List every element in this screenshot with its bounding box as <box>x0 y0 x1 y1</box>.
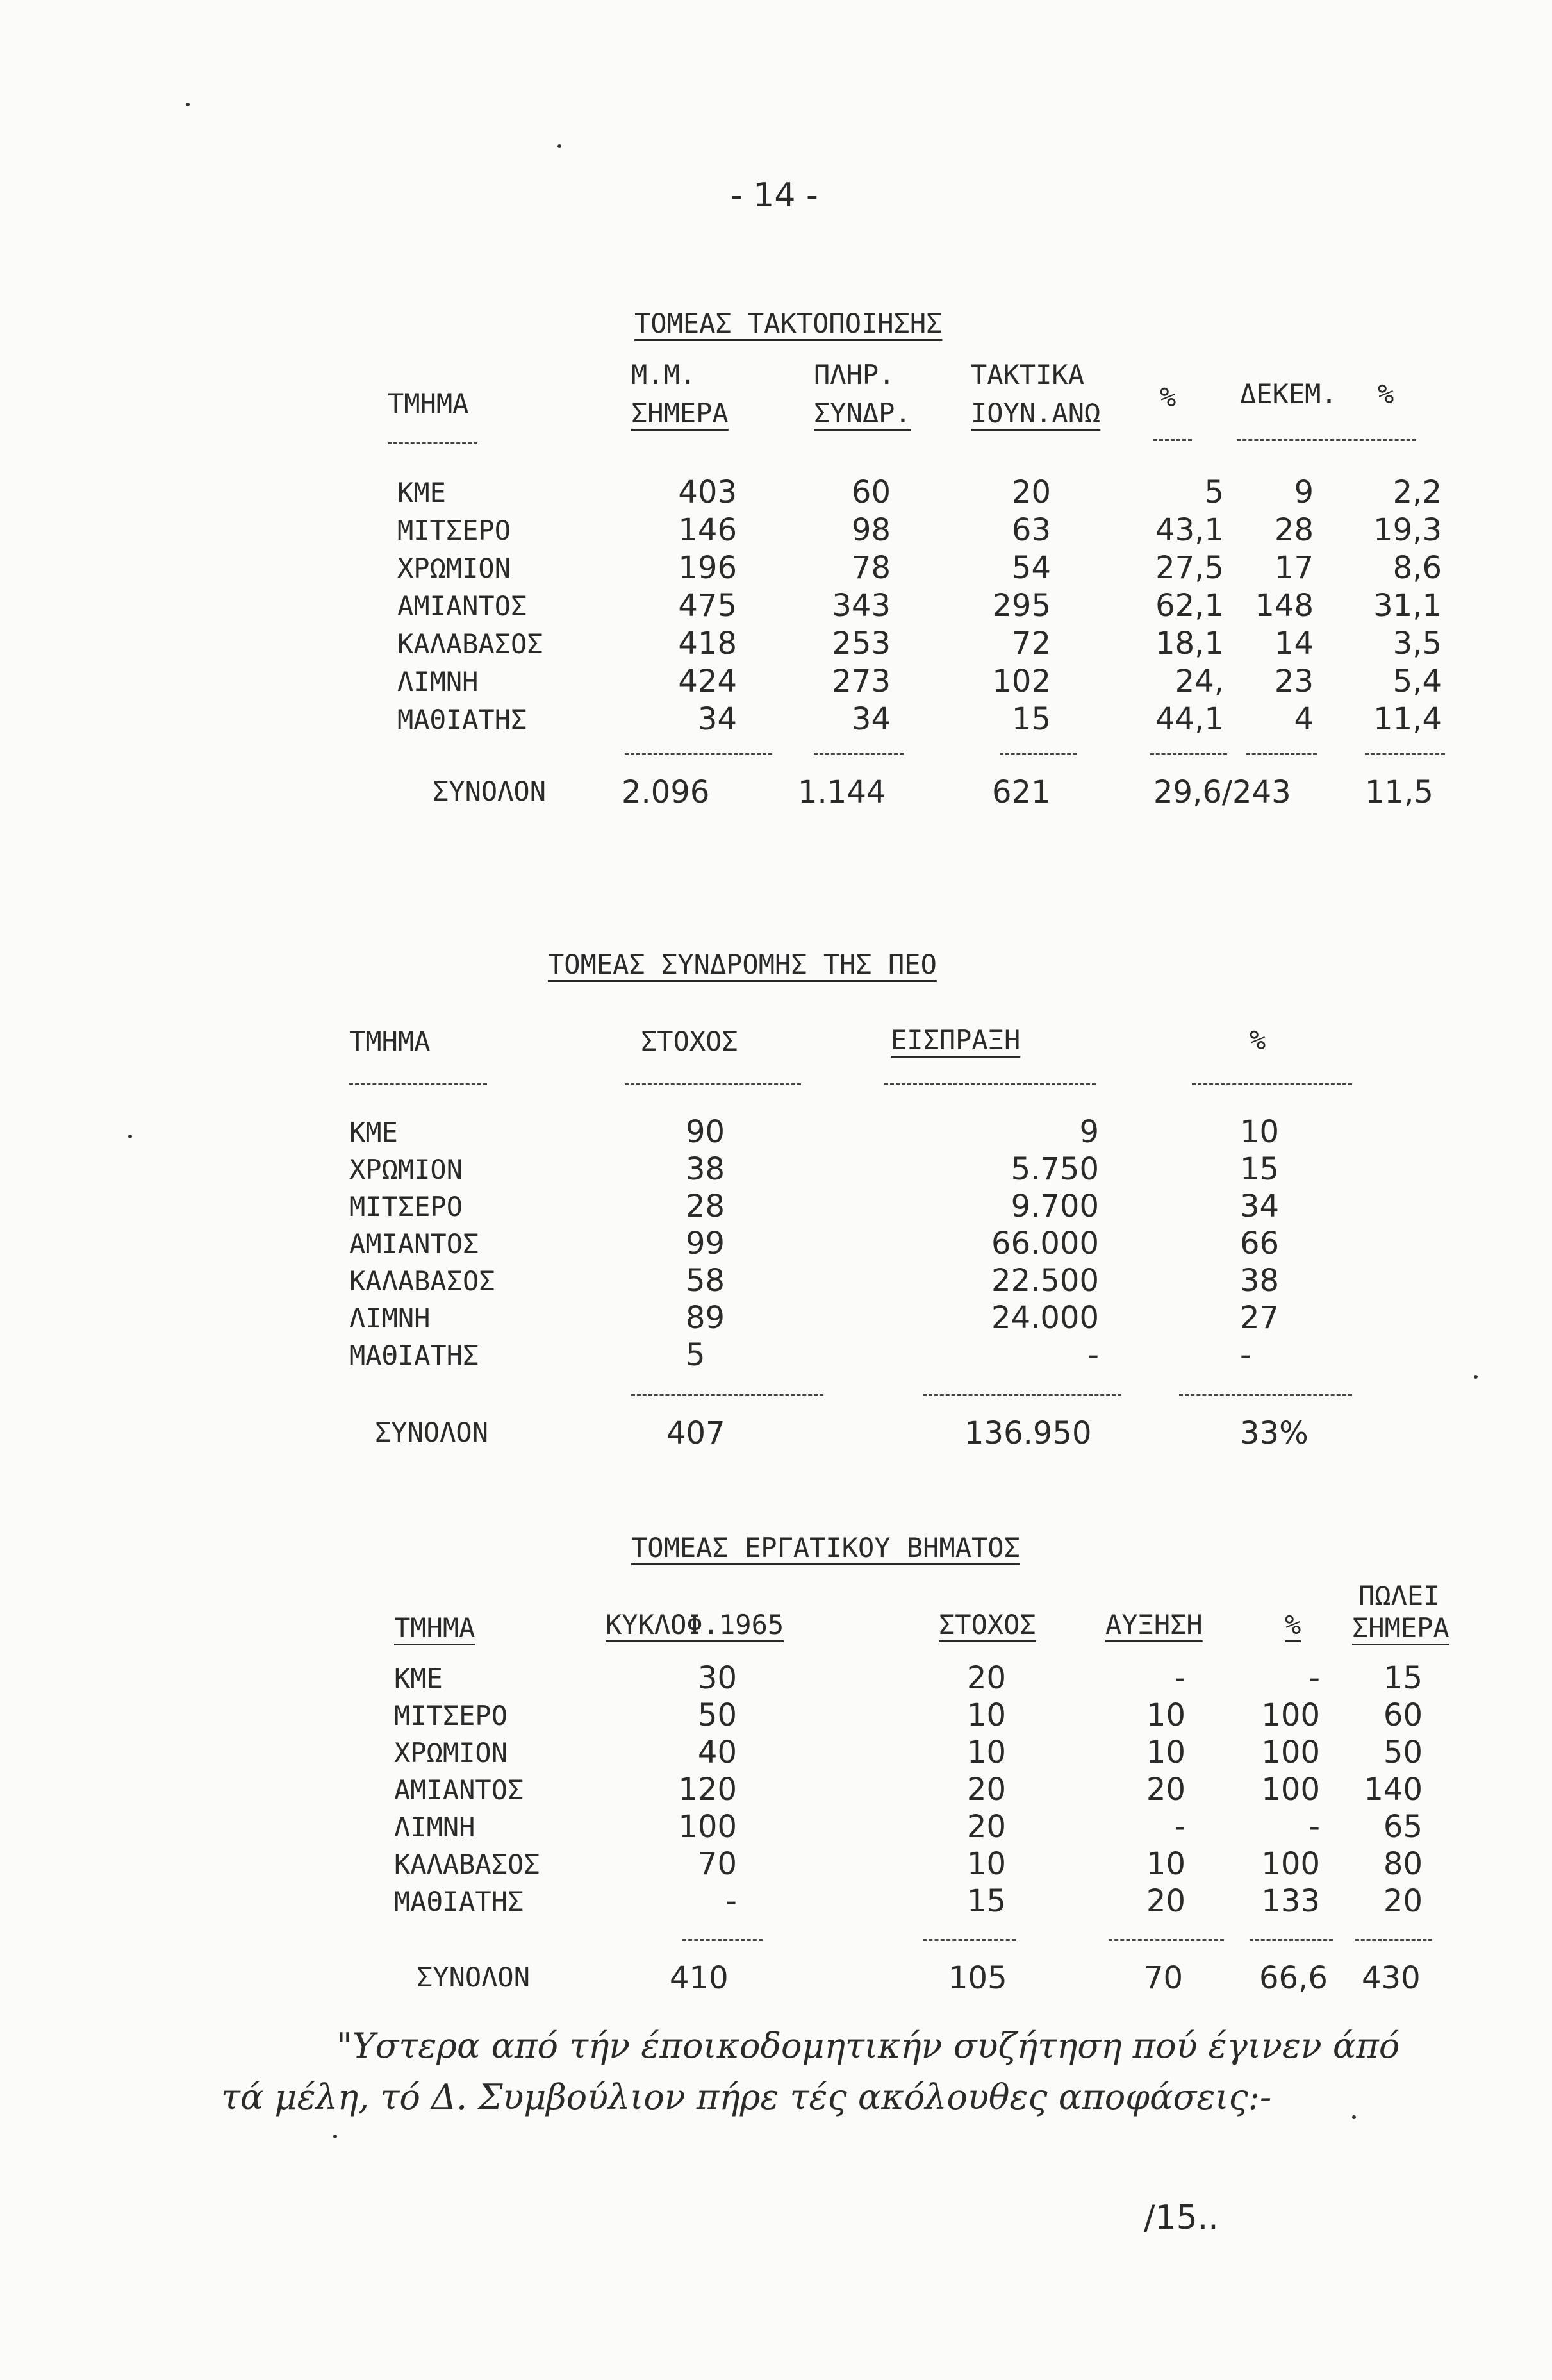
row-kykl: 30 <box>697 1660 737 1696</box>
row-mm: 424 <box>678 663 737 699</box>
total-label: ΣΥΝΟΛΟΝ <box>433 776 547 807</box>
row-takt: 102 <box>992 663 1051 699</box>
row-takt: 15 <box>1011 701 1051 737</box>
row-polei: 60 <box>1383 1697 1423 1733</box>
header-pct1: % <box>1160 381 1176 413</box>
row-plir: 273 <box>832 663 891 699</box>
row-mm: 475 <box>678 588 737 624</box>
row-pct: 18,1 <box>1155 626 1224 662</box>
total-pct: 66,6 <box>1259 1960 1328 1996</box>
row-polei: 80 <box>1383 1846 1423 1882</box>
row-kykl: 40 <box>697 1735 737 1770</box>
row-stoxos: 15 <box>966 1883 1006 1919</box>
row-pct: 66 <box>1240 1226 1280 1261</box>
header-tmima: ΤΜΗΜΑ <box>388 388 469 419</box>
row-pct: 43,1 <box>1155 512 1224 548</box>
header-takt-1: ΤΑΚΤΙΚΑ <box>971 359 1085 390</box>
row-mm: 34 <box>697 701 737 737</box>
row-dekem: 17 <box>1274 550 1314 586</box>
row-dekem: 148 <box>1255 588 1314 624</box>
row-plir: 98 <box>851 512 891 548</box>
row-plir: 78 <box>851 550 891 586</box>
row-pct: 15 <box>1240 1151 1280 1187</box>
row-kykl: 50 <box>697 1697 737 1733</box>
header-kyklof: ΚΥΚΛΟΦ.1965 <box>606 1609 784 1640</box>
header-eispraxi: ΕΙΣΠΡΑΞΗ <box>891 1024 1021 1056</box>
next-page-marker: /15.. <box>1144 2199 1219 2237</box>
row-takt: 54 <box>1011 550 1051 586</box>
header-plir-1: ΠΛΗΡ. <box>814 359 895 390</box>
row-pct2: 5,4 <box>1392 663 1442 699</box>
table-title: ΤΟΜΕΑΣ ΕΡΓΑΤΙΚΟΥ ΒΗΜΑΤΟΣ <box>631 1532 1020 1563</box>
row-mm: 146 <box>678 512 737 548</box>
row-eispraxi: 9.700 <box>1011 1188 1099 1224</box>
row-polei: 15 <box>1383 1660 1423 1696</box>
row-plir: 60 <box>851 474 891 510</box>
row-afxisi: 10 <box>1146 1735 1185 1770</box>
row-kykl: 120 <box>678 1772 737 1808</box>
row-takt: 63 <box>1011 512 1051 548</box>
total-takt: 621 <box>992 774 1051 810</box>
header-pct: % <box>1285 1609 1301 1640</box>
row-stoxos: 99 <box>686 1226 725 1261</box>
row-name: ΧΡΩΜΙΟΝ <box>394 1737 508 1768</box>
row-pct2: 8,6 <box>1392 550 1442 586</box>
total-plir: 1.144 <box>798 774 886 810</box>
row-mm: 403 <box>678 474 737 510</box>
row-eispraxi: 66.000 <box>991 1226 1099 1261</box>
row-pct: 10 <box>1240 1114 1280 1150</box>
row-name: ΚΑΛΑΒΑΣΟΣ <box>394 1849 540 1880</box>
total-stoxos: 105 <box>948 1960 1007 1996</box>
row-name: ΚΑΛΑΒΑΣΟΣ <box>349 1265 495 1297</box>
header-mm-2: ΣΗΜΕΡΑ <box>631 397 729 429</box>
row-pct2: 19,3 <box>1373 512 1442 548</box>
row-name: ΛΙΜΝΗ <box>394 1811 475 1843</box>
row-pct: 100 <box>1261 1697 1320 1733</box>
page-number: - 14 - <box>731 176 818 215</box>
row-mm: 418 <box>678 626 737 662</box>
row-pct: - <box>1308 1660 1320 1696</box>
row-afxisi: 20 <box>1146 1772 1185 1808</box>
row-pct: - <box>1308 1809 1320 1845</box>
row-name: ΚΜΕ <box>349 1117 398 1148</box>
row-name: ΑΜΙΑΝΤΟΣ <box>394 1774 524 1806</box>
row-name: ΜΙΤΣΕΡΟ <box>349 1191 463 1222</box>
row-stoxos: 20 <box>966 1809 1006 1845</box>
header-pct: % <box>1250 1024 1266 1056</box>
row-name: ΧΡΩΜΙΟΝ <box>397 553 511 584</box>
row-pct2: 31,1 <box>1373 588 1442 624</box>
row-afxisi: 20 <box>1146 1883 1185 1919</box>
total-mm: 2.096 <box>622 774 710 810</box>
row-kykl: - <box>725 1883 737 1919</box>
row-plir: 343 <box>832 588 891 624</box>
header-tmima: ΤΜΗΜΑ <box>394 1612 475 1644</box>
row-eispraxi: 24.000 <box>991 1300 1099 1336</box>
row-name: ΛΙΜΝΗ <box>397 666 479 697</box>
header-tmima: ΤΜΗΜΑ <box>349 1026 431 1057</box>
row-pct2: 11,4 <box>1373 701 1442 737</box>
row-stoxos: 20 <box>966 1772 1006 1808</box>
row-polei: 65 <box>1383 1809 1423 1845</box>
total-pct2: 11,5 <box>1365 774 1433 810</box>
row-takt: 72 <box>1011 626 1051 662</box>
row-eispraxi: 22.500 <box>991 1263 1099 1299</box>
header-pct2: % <box>1378 378 1394 410</box>
total-afxisi: 70 <box>1144 1960 1184 1996</box>
row-pct: 62,1 <box>1155 588 1224 624</box>
header-takt-2: ΙΟΥΝ.ΑΝΩ <box>971 397 1101 429</box>
closing-line-1: "Υστερα από τήν έποικοδομητικήν συζήτηση πού έγινεν άπό <box>336 2026 1400 2066</box>
total-label: ΣΥΝΟΛΟΝ <box>375 1417 489 1448</box>
row-mm: 196 <box>678 550 737 586</box>
header-stoxos: ΣΤΟΧΟΣ <box>939 1609 1036 1640</box>
row-stoxos: 20 <box>966 1660 1006 1696</box>
header-stoxos: ΣΤΟΧΟΣ <box>641 1026 738 1057</box>
row-stoxos: 28 <box>686 1188 725 1224</box>
row-pct: 34 <box>1240 1188 1280 1224</box>
header-afxisi: ΑΥΞΗΣΗ <box>1105 1609 1203 1640</box>
table-title: ΤΟΜΕΑΣ ΣΥΝΔΡΟΜΗΣ ΤΗΣ ΠΕΟ <box>548 949 937 980</box>
row-stoxos: 38 <box>686 1151 725 1187</box>
row-afxisi: - <box>1174 1660 1185 1696</box>
row-stoxos: 58 <box>686 1263 725 1299</box>
row-name: ΚΑΛΑΒΑΣΟΣ <box>397 628 543 660</box>
row-polei: 140 <box>1364 1772 1423 1808</box>
row-pct2: 2,2 <box>1392 474 1442 510</box>
row-pct: 27,5 <box>1155 550 1224 586</box>
row-name: ΜΙΤΣΕΡΟ <box>397 515 511 546</box>
row-eispraxi: - <box>1087 1337 1099 1373</box>
row-polei: 50 <box>1383 1735 1423 1770</box>
row-name: ΜΙΤΣΕΡΟ <box>394 1700 508 1731</box>
row-dekem: 14 <box>1274 626 1314 662</box>
row-pct: 133 <box>1261 1883 1320 1919</box>
row-takt: 20 <box>1011 474 1051 510</box>
row-name: ΛΙΜΝΗ <box>349 1302 431 1334</box>
row-pct: 100 <box>1261 1735 1320 1770</box>
row-name: ΜΑΘΙΑΤΗΣ <box>394 1886 524 1917</box>
row-pct: 5 <box>1204 474 1224 510</box>
row-afxisi: 10 <box>1146 1697 1185 1733</box>
row-name: ΜΑΘΙΑΤΗΣ <box>397 704 527 735</box>
row-dekem: 4 <box>1294 701 1314 737</box>
row-stoxos: 10 <box>966 1735 1006 1770</box>
row-pct: 24, <box>1175 663 1224 699</box>
row-kykl: 70 <box>697 1846 737 1882</box>
row-stoxos: 90 <box>686 1114 725 1150</box>
row-name: ΚΜΕ <box>397 477 446 508</box>
row-dekem: 23 <box>1274 663 1314 699</box>
row-eispraxi: 9 <box>1079 1114 1099 1150</box>
closing-line-2: τά μέλη, τό Δ. Συμβούλιον πήρε τές ακόλουθες αποφάσεις:- <box>221 2077 1272 2117</box>
header-mm-1: Μ.Μ. <box>631 359 697 390</box>
row-dekem: 28 <box>1274 512 1314 548</box>
header-polei-2: ΣΗΜΕΡΑ <box>1352 1612 1449 1644</box>
total-stoxos: 407 <box>666 1415 725 1451</box>
row-plir: 253 <box>832 626 891 662</box>
row-kykl: 100 <box>678 1809 737 1845</box>
header-plir-2: ΣΥΝΔΡ. <box>814 397 911 429</box>
row-pct: 38 <box>1240 1263 1280 1299</box>
row-pct: - <box>1240 1337 1251 1373</box>
row-stoxos: 10 <box>966 1846 1006 1882</box>
row-pct: 27 <box>1240 1300 1280 1336</box>
row-dekem: 9 <box>1294 474 1314 510</box>
row-eispraxi: 5.750 <box>1011 1151 1099 1187</box>
row-afxisi: 10 <box>1146 1846 1185 1882</box>
row-name: ΚΜΕ <box>394 1663 443 1694</box>
table-title: ΤΟΜΕΑΣ ΤΑΚΤΟΠΟΙΗΣΗΣ <box>634 308 943 339</box>
header-polei-1: ΠΩΛΕΙ <box>1358 1580 1440 1611</box>
row-plir: 34 <box>851 701 891 737</box>
row-stoxos: 89 <box>686 1300 725 1336</box>
row-takt: 295 <box>992 588 1051 624</box>
row-stoxos: 10 <box>966 1697 1006 1733</box>
total-pct-dekem: 29,6/243 <box>1153 774 1291 810</box>
row-afxisi: - <box>1174 1809 1185 1845</box>
total-label: ΣΥΝΟΛΟΝ <box>417 1961 531 1993</box>
row-polei: 20 <box>1383 1883 1423 1919</box>
header-dekem: ΔΕΚΕΜ. <box>1240 378 1337 410</box>
row-pct2: 3,5 <box>1392 626 1442 662</box>
row-name: ΑΜΙΑΝΤΟΣ <box>349 1228 479 1260</box>
row-name: ΧΡΩΜΙΟΝ <box>349 1154 463 1185</box>
row-pct: 100 <box>1261 1846 1320 1882</box>
row-name: ΜΑΘΙΑΤΗΣ <box>349 1340 479 1371</box>
row-pct: 44,1 <box>1155 701 1224 737</box>
total-eispraxi: 136.950 <box>964 1415 1092 1451</box>
row-stoxos: 5 <box>686 1337 706 1373</box>
row-name: ΑΜΙΑΝΤΟΣ <box>397 590 527 622</box>
total-polei: 430 <box>1362 1960 1421 1996</box>
row-pct: 100 <box>1261 1772 1320 1808</box>
total-kykl: 410 <box>670 1960 729 1996</box>
total-pct: 33% <box>1240 1415 1308 1451</box>
